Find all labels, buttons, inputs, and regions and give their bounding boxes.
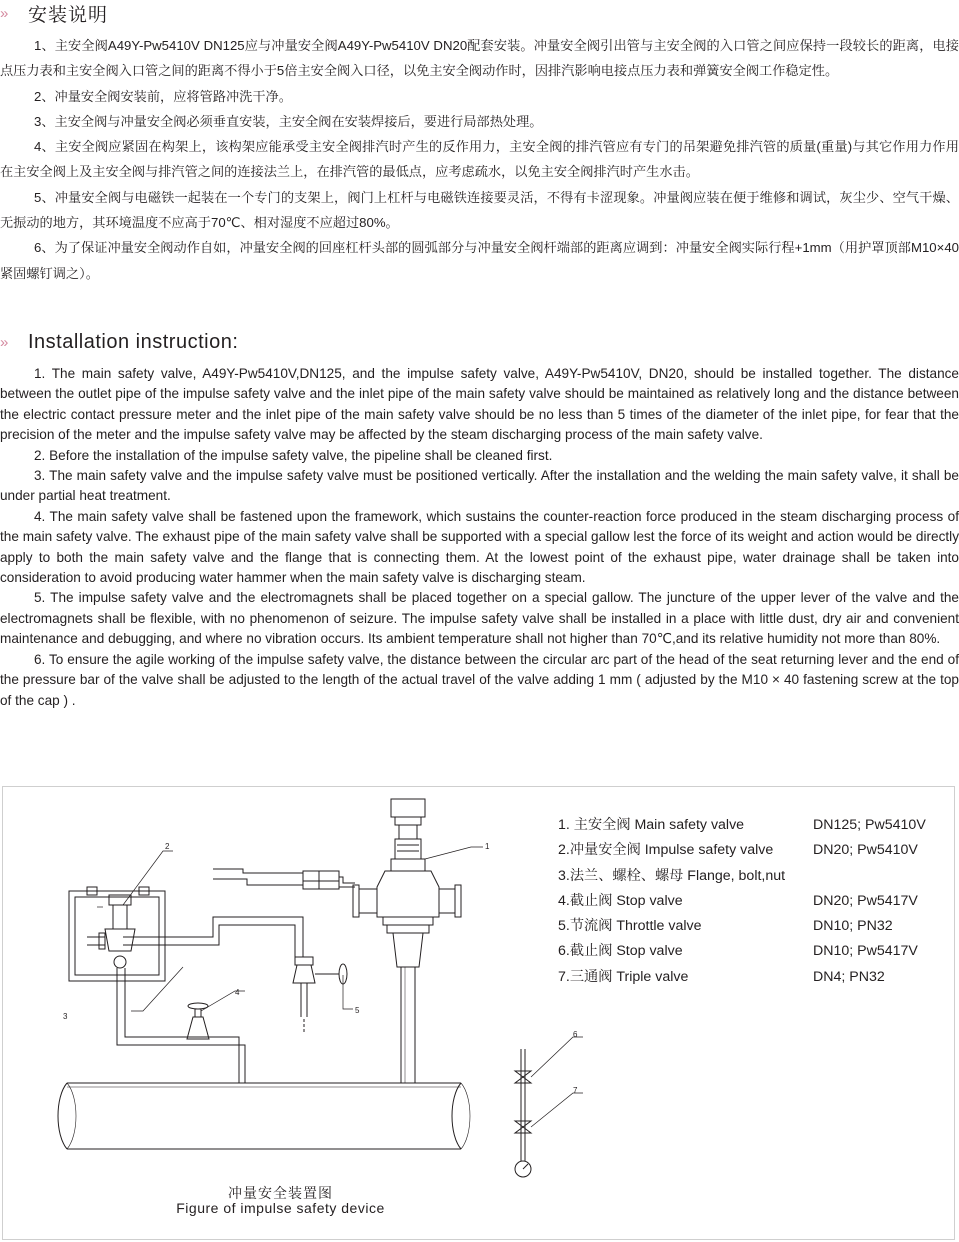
en-paragraph-6: 6. To ensure the agile working of the impulse safety valve, the distance between the circular arc part of the head of the seat returning lever and the end of the pressure bar of the valve shall be adjusted to the length of the actual travel of the valve adding 1 mm ( adjusted by the M10 × 40 fastening screw at the top of the cap ) . [0,651,959,708]
en-paragraph-1: 1. The main safety valve, A49Y-Pw5410V,DN125, and the impulse safety valve, A49Y-Pw5410V, DN20, should be installed together. The distance between the outlet pipe of the impulse safety valve and the inlet pipe of the main safety valve should be maintained as relatively long and the distance between the electric contact pressure meter and the inlet pipe of the main safety valve should be no less than 5 times of the diameter of the inlet pipe, for fear that the precision of the meter and the impulse safety valve may be affected by the steam discharging process of the main safety valve. [0,366,959,443]
legend-part: 4.截止阀 Stop valve [558,892,683,909]
legend-spec: DN10; PN32 [813,918,893,935]
en-paragraph-2: 2. Before the installation of the impulse safety valve, the pipeline shall be cleaned first. [34,447,553,463]
legend-part: 7.三通阀 Triple valve [558,968,689,985]
cn-paragraph-3: 3、主安全阀与冲量安全阀必须垂直安装，主安全阀在安装焊接后，要进行局部热处理。 [34,113,543,129]
label-5: 5 [355,1006,360,1015]
drain-line [117,968,245,1083]
cn-paragraph-5: 5、冲量安全阀与电磁铁一起装在一个专门的支架上，阀门上杠杆与电磁铁连接要灵活，不得有卡涩现象。冲量阀应装在便于维修和调试，灰尘少、空气干燥、无振动的地方，其环境温度不应高于70℃、相对湿度不应超过80%。 [0,189,959,231]
impulse-valve-frame [69,887,165,981]
label-2: 2 [165,842,170,851]
legend-spec: DN20; Pw5417V [813,892,918,909]
main-safety-valve [353,799,461,1083]
legend-part: 6.截止阀 Stop valve [558,943,683,960]
legend-row [558,914,926,939]
legend-row [558,939,926,964]
parts-legend [558,813,926,990]
figure-caption-cn: 冲量安全装置图 [228,1185,333,1201]
chevron-right-icon: » [0,5,6,22]
cn-instructions [0,33,959,286]
legend-spec: DN125; Pw5410V [813,817,926,833]
gauge-line [515,1049,531,1177]
impulse-device-figure [2,786,955,1240]
en-paragraph-5: 5. The impulse safety valve and the electromagnets shall be placed together on a special gallow. The juncture of the upper lever of the valve and the electromagnets shall be flexible, with no phenomenon of seizure. The impulse safety valve shall be installed in a place with little dust, dry air and convenient maintenance and debugging, and where no vibration occurs. Its ambient temperature shall not higher than 70℃,and its relative humidity not more than 80%. [0,590,959,647]
legend-row [558,813,926,838]
label-1: 1 [485,842,490,851]
en-paragraph-3: 3. The main safety valve and the impulse safety valve must be positioned vertically. After the installation and the welding the main safety valve, it shall be under partial heat treatment. [0,468,959,504]
legend-part: 5.节流阀 Throttle valve [558,918,702,935]
legend-row [558,965,926,990]
legend-spec: DN10; Pw5417V [813,943,918,960]
impulse-pipe [123,869,355,957]
chevron-right-icon: » [0,334,6,351]
legend-spec: DN4; PN32 [813,968,885,985]
en-section-title: Installation instruction: [28,331,239,353]
cn-section-header [0,0,108,27]
legend-spec: DN20; Pw5410V [813,842,918,859]
cn-section-title: 安装说明 [28,5,109,26]
diagram-numbers [63,842,578,1095]
legend-part: 2.冲量安全阀 Impulse safety valve [558,842,774,859]
legend-part: 3.法兰、螺栓、螺母 Flange, bolt,nut [558,867,786,884]
legend-row [558,864,926,889]
label-7: 7 [573,1086,578,1095]
label-3: 3 [63,1012,68,1021]
figure-caption-en: Figure of impulse safety device [176,1200,385,1216]
throttle-valve [293,957,347,1033]
label-6: 6 [573,1030,578,1039]
cn-paragraph-1: 1、主安全阀A49Y-Pw5410V DN125应与冲量安全阀A49Y-Pw5410V DN20配套安装。冲量安全阀引出管与主安全阀的入口管之间应保持一段较长的距离，电接点压力表和主安全阀入口管之间的距离不得小于5倍主安全阀入口径，以免主安全阀动作时，因排汽影响电接点压力表和弹簧安全阀工作稳定性。 [0,38,959,79]
en-section-header [0,331,238,354]
legend-row [558,889,926,914]
cn-paragraph-2: 2、冲量安全阀安装前，应将管路冲洗干净。 [34,88,292,104]
en-paragraph-4: 4. The main safety valve shall be fastened upon the framework, which sustains the counter-reaction force produced in the steam discharging process of the main safety valve. The exhaust pipe of the main safety valve shall be supported with a special gallow lest the force of its weight and action would be directly apply to both the main safety valve and the flange that is connecting them. At the lowest point of the exhaust pipe, water drainage shall be taken into consideration to avoid producing water hammer when the main safety valve is discharging steam. [0,508,959,586]
cn-paragraph-4: 4、主安全阀应紧固在构架上，该构架应能承受主安全阀排汽时产生的反作用力，主安全阀的排汽管应有专门的吊架避免排汽管的质量(重量)与其它作用力作用在主安全阀上及主安全阀与排汽管之间的连接法兰上，在排汽管的最低点，应考虑疏水，以免主安全阀排汽时产生水击。 [0,139,959,180]
legend-row [558,838,926,863]
steam-header-pipe [58,1083,470,1149]
leader-lines [97,847,583,1127]
cn-paragraph-6: 6、为了保证冲量安全阀动作自如，冲量安全阀的回座杠杆头部的圆弧部分与冲量安全阀杆端部的距离应调到：冲量安全阀实际行程+1mm（用护罩顶部M10×40紧固螺钉调之）。 [0,240,959,281]
label-4: 4 [235,988,240,997]
en-instructions [0,364,959,711]
legend-part: 1. 主安全阀 Main safety valve [558,817,745,833]
